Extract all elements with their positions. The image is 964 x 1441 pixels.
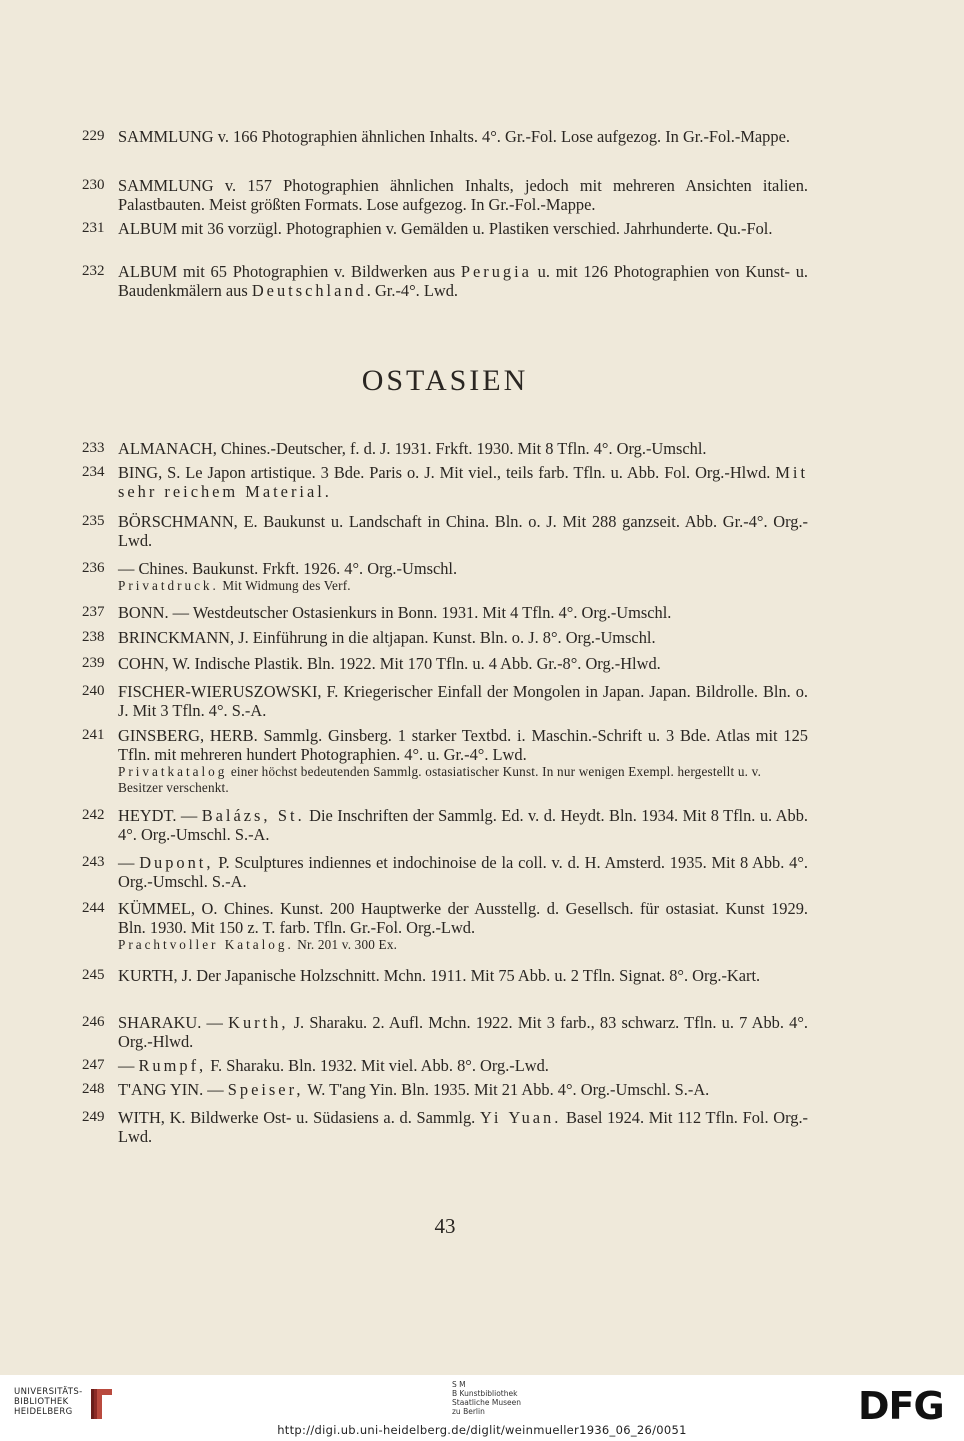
spaced-place: Perugia [460, 262, 532, 281]
entry-text: SAMMLUNG v. 166 Photographien ähnlichen Inhalts. 4°. Gr.-Fol. Lose aufgezog. In Gr.-Fol.-Mappe. [118, 127, 790, 146]
entry-234 [82, 463, 808, 501]
entry-237 [82, 603, 808, 622]
entry-note: Prachtvoller Katalog. Nr. 201 v. 300 Ex. [118, 937, 398, 952]
entry-number: 244 [82, 900, 105, 916]
entry-text: BING, S. Le Japon artistique. 3 Bde. Paris o. J. Mit viel., teils farb. Tfln. u. Abb. Fol. Org.-Hlwd. Mit sehr reichem Material. [118, 463, 808, 501]
entry-238 [82, 628, 808, 647]
entry-246 [82, 1013, 808, 1051]
entry-text: BÖRSCHMANN, E. Baukunst u. Landschaft in China. Bln. o. J. Mit 288 ganzseit. Abb. Gr.-4°. Org.-Lwd. [118, 512, 808, 550]
entry-text: SHARAKU. — Kurth, J. Sharaku. 2. Aufl. Mchn. 1922. Mit 3 farb., 83 schwarz. Tfln. u. 7 Abb. 4°. Org.-Hlwd. [118, 1013, 808, 1051]
entry-text: ALBUM mit 36 vorzügl. Photographien v. Gemälden u. Plastiken verschied. Jahrhunderte. Qu.-Fol. [118, 219, 773, 238]
entry-231 [82, 219, 808, 238]
dfg-logo[interactable]: DFG [858, 1384, 944, 1428]
entry-number: 231 [82, 220, 105, 236]
entry-text: GINSBERG, HERB. Sammlg. Ginsberg. 1 starker Textbd. i. Maschin.-Schrift u. 3 Bde. Atlas mit 125 Tfln. mit mehreren hundert Photographien. 4°. u. Gr.-4°. Lwd. [118, 726, 808, 764]
entry-number: 241 [82, 727, 105, 743]
university-library-logo-text[interactable]: UNIVERSITÄTS- BIBLIOTHEK HEIDELBERG [14, 1387, 83, 1417]
entry-number: 248 [82, 1081, 105, 1097]
entry-245 [82, 966, 808, 985]
page-number: 43 [434, 1214, 456, 1238]
entry-text: SAMMLUNG v. 157 Photographien ähnlichen Inhalts, jedoch mit mehreren Ansichten italien. Palastbauten. Meist größten Formats. Lose aufgezog. In Gr.-Fol.-Mappe. [118, 176, 808, 214]
entry-number: 229 [82, 128, 105, 144]
entry-text: WITH, K. Bildwerke Ost- u. Südasiens a. d. Sammlg. Yi Yuan. Basel 1924. Mit 112 Tfln. Fol. Org.-Lwd. [118, 1108, 808, 1146]
entry-number: 235 [82, 513, 105, 529]
entry-235 [82, 512, 808, 550]
section-title: OSTASIEN [361, 364, 529, 397]
entry-247 [82, 1056, 808, 1075]
entry-number: 230 [82, 177, 105, 193]
digitization-footer [0, 1375, 964, 1441]
entry-text: FISCHER-WIERUSZOWSKI, F. Kriegerischer Einfall der Mongolen in Japan. Japan. Bildrolle. Bln. o. J. Mit 3 Tfln. 4°. S.-A. [118, 682, 808, 720]
spaced-remark: Mit sehr reichem Material. [118, 463, 808, 501]
entry-text: KÜMMEL, O. Chines. Kunst. 200 Hauptwerke der Ausstellg. d. Gesellsch. für ostasiat. Kunst 1929. Bln. 1930. Mit 150 z. T. farb. Tfln. Gr.-Fol. Org.-Lwd. [118, 899, 808, 937]
entry-244 [82, 899, 808, 953]
entry-number: 234 [82, 464, 105, 480]
entry-230 [82, 176, 808, 214]
smb-kunstbibliothek-logo-text[interactable]: S M B Kunstbibliothek Staatliche Museen zu Berlin [452, 1380, 521, 1416]
entry-242 [82, 806, 808, 844]
entry-229 [82, 127, 808, 146]
entry-249 [82, 1108, 808, 1146]
entry-number: 243 [82, 854, 105, 870]
permalink-url[interactable]: http://digi.ub.uni-heidelberg.de/diglit/weinmueller1936_06_26/0051 [277, 1423, 687, 1437]
entry-number: 247 [82, 1057, 105, 1073]
entry-text: T'ANG YIN. — Speiser, W. T'ang Yin. Bln. 1935. Mit 21 Abb. 4°. Org.-Umschl. S.-A. [118, 1080, 710, 1099]
entry-248 [82, 1080, 808, 1099]
entry-number: 237 [82, 604, 105, 620]
spaced-place: Deutschland [251, 281, 367, 300]
entry-number: 239 [82, 655, 105, 671]
entry-text: — Rumpf, F. Sharaku. Bln. 1932. Mit viel. Abb. 8°. Org.-Lwd. [118, 1056, 549, 1075]
entry-note: Privatkatalog einer höchst bedeutenden Sammlg. ostasiatischer Kunst. In nur wenigen Exempl. hergestellt u. v. Besitzer verschenkt. [118, 764, 762, 795]
entry-number: 240 [82, 683, 105, 699]
entry-239 [82, 654, 808, 673]
entry-241 [82, 726, 808, 796]
entry-243 [82, 853, 808, 891]
entry-number: 232 [82, 263, 105, 279]
entry-number: 245 [82, 967, 105, 983]
entry-text: BONN. — Westdeutscher Ostasienkurs in Bonn. 1931. Mit 4 Tfln. 4°. Org.-Umschl. [118, 603, 672, 622]
entry-232 [82, 262, 808, 300]
university-logo-icon[interactable] [88, 1385, 114, 1421]
entry-text: ALBUM mit 65 Photographien v. Bildwerken aus Perugia u. mit 126 Photographien von Kunst- u. Baudenkmälern aus Deutschland. Gr.-4°. Lwd. [118, 262, 808, 300]
entry-text: — Dupont, P. Sculptures indiennes et indochinoise de la coll. v. d. H. Amsterd. 1935. Mit 8 Abb. 4°. Org.-Umschl. S.-A. [118, 853, 808, 891]
entry-note: Privatdruck. Mit Widmung des Verf. [118, 578, 351, 593]
entry-text: BRINCKMANN, J. Einführung in die altjapan. Kunst. Bln. o. J. 8°. Org.-Umschl. [118, 628, 656, 647]
entry-236 [82, 559, 808, 594]
entry-number: 246 [82, 1014, 105, 1030]
entry-number: 236 [82, 560, 105, 576]
entry-240 [82, 682, 808, 720]
entry-number: 238 [82, 629, 105, 645]
entry-number: 249 [82, 1109, 105, 1125]
entry-number: 233 [82, 440, 105, 456]
entry-number: 242 [82, 807, 105, 823]
entry-text: KURTH, J. Der Japanische Holzschnitt. Mchn. 1911. Mit 75 Abb. u. 2 Tfln. Signat. 8°. Org.-Kart. [118, 966, 761, 985]
entry-text: ALMANACH, Chines.-Deutscher, f. d. J. 1931. Frkft. 1930. Mit 8 Tfln. 4°. Org.-Umschl. [118, 439, 707, 458]
entry-233 [82, 439, 808, 458]
entry-text: — Chines. Baukunst. Frkft. 1926. 4°. Org.-Umschl. [118, 559, 458, 578]
entry-text: COHN, W. Indische Plastik. Bln. 1922. Mit 170 Tfln. u. 4 Abb. Gr.-8°. Org.-Hlwd. [118, 654, 661, 673]
entry-text: HEYDT. — Balázs, St. Die Inschriften der Sammlg. Ed. v. d. Heydt. Bln. 1934. Mit 8 Tfln. u. Abb. 4°. Org.-Umschl. S.-A. [118, 806, 808, 844]
